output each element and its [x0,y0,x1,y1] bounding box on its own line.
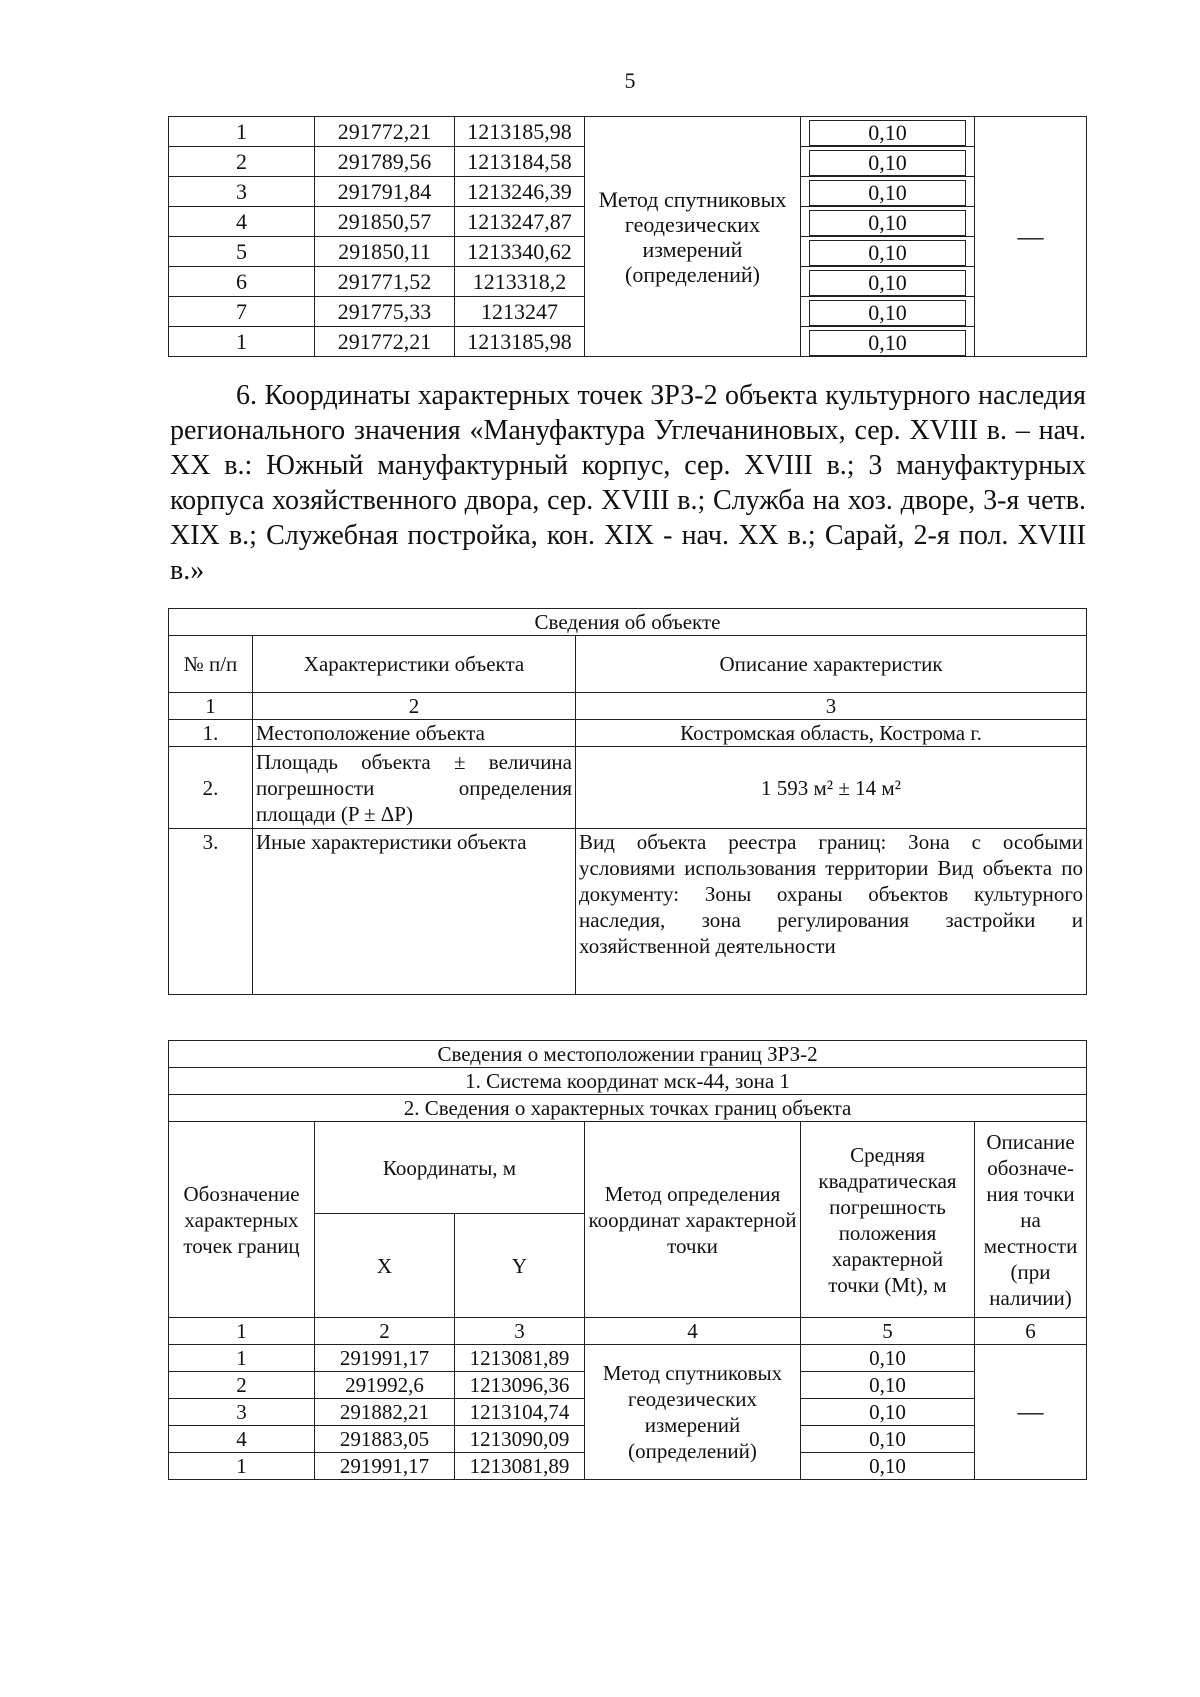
row-num: 2. [169,747,253,829]
mt-value: 0,10 [809,120,966,146]
coord-x: 291791,84 [315,177,455,207]
coord-x: 291882,21 [315,1399,455,1426]
coord-y: 1213185,98 [455,327,585,357]
row-characteristic: Площадь объекта ± величина погрешности определения площади (P ± ΔP) [253,747,576,829]
mt-cell [801,207,975,237]
mt-value: 0,10 [809,300,966,326]
description-cell: — [975,117,1087,357]
coord-x: 291992,6 [315,1372,455,1399]
page-number: 5 [624,68,636,93]
boundary-coordinates-table [168,1040,1087,1480]
object-info-table [168,608,1087,995]
row-num: 3. [169,829,253,995]
mt-value: 0,10 [809,210,966,236]
mt-cell [801,297,975,327]
mt-cell [801,147,975,177]
coord-y: 1213090,09 [455,1426,585,1453]
mt-value: 0,10 [801,1345,975,1372]
point-number: 3 [169,177,315,207]
coord-x: 291850,11 [315,237,455,267]
coord-x: 291883,05 [315,1426,455,1453]
point-number: 4 [169,1426,315,1453]
header-description: Описание обозначе-ния точки на местности (при наличии) [975,1122,1087,1318]
col-number: 2 [253,693,576,720]
mt-value: 0,10 [809,270,966,296]
coord-x: 291789,56 [315,147,455,177]
col-number: 1 [169,1318,315,1345]
coord-x: 291772,21 [315,327,455,357]
section-paragraph: 6. Координаты характерных точек ЗРЗ-2 объекта культурного наследия регионального значения «Мануфактура Углечаниновых, сер. XVIII в. – нач. XX в.: Южный мануфактурный корпус, сер. XVIII в.; 3 мануфактурных корпуса хозяйственного двора, сер. XVIII в.; Служба на хоз. дворе, 3-я четв. XIX в.; Служебная постройка, кон. XIX - нач. XX в.; Сарай, 2-я пол. XVIII в.» [170,380,1086,586]
coord-x: 291991,17 [315,1345,455,1372]
col-number: 4 [585,1318,801,1345]
coord-y: 1213247,87 [455,207,585,237]
mt-value: 0,10 [801,1372,975,1399]
coord-y: 1213081,89 [455,1453,585,1480]
coord-x: 291991,17 [315,1453,455,1480]
mt-cell [801,237,975,267]
table-row [169,117,1087,147]
table-subtitle: 2. Сведения о характерных точках границ объекта [169,1095,1087,1122]
mt-cell [801,267,975,297]
header-mt: Средняя квадратическая погрешность положения характерной точки (Mt), м [801,1122,975,1318]
mt-value: 0,10 [809,180,966,206]
col-number: 3 [576,693,1087,720]
coord-x: 291771,52 [315,267,455,297]
mt-value: 0,10 [801,1399,975,1426]
method-cell: Метод спутниковых геодезических измерений (определений) [585,1345,801,1480]
coord-x: 291850,57 [315,207,455,237]
col-number: 3 [455,1318,585,1345]
row-description: Вид объекта реестра границ: Зона с особыми условиями использования территории Вид объекта по документу: Зоны охраны объектов культурного наследия, зона регулирования застройки и хозяйственной деятельности [576,829,1087,995]
col-number: 6 [975,1318,1087,1345]
header-num: № п/п [169,636,253,693]
method-cell: Метод спутниковых геодезических измерений (определений) [585,117,801,357]
point-number: 6 [169,267,315,297]
point-number: 2 [169,147,315,177]
mt-value: 0,10 [809,240,966,266]
coord-y: 1213104,74 [455,1399,585,1426]
header-coordinates: Координаты, м [315,1122,585,1214]
coord-y: 1213081,89 [455,1345,585,1372]
mt-value: 0,10 [801,1426,975,1453]
coordinate-system: 1. Система координат мск-44, зона 1 [169,1068,1087,1095]
header-point: Обозначение характерных точек границ [169,1122,315,1318]
mt-cell [801,327,975,357]
header-y: Y [455,1214,585,1318]
row-characteristic: Местоположение объекта [253,720,576,747]
point-number: 1 [169,1345,315,1372]
point-number: 4 [169,207,315,237]
point-number: 2 [169,1372,315,1399]
col-number: 5 [801,1318,975,1345]
point-number: 7 [169,297,315,327]
coord-x: 291775,33 [315,297,455,327]
mt-value: 0,10 [809,330,966,356]
coord-x: 291772,21 [315,117,455,147]
point-number: 3 [169,1399,315,1426]
coord-y: 1213318,2 [455,267,585,297]
row-num: 1. [169,720,253,747]
row-description: 1 593 м² ± 14 м² [576,747,1087,829]
table-title: Сведения об объекте [169,609,1087,636]
coord-y: 1213247 [455,297,585,327]
col-number: 2 [315,1318,455,1345]
header-description: Описание характеристик [576,636,1087,693]
mt-value: 0,10 [809,150,966,176]
col-number: 1 [169,693,253,720]
header-x: X [315,1214,455,1318]
mt-cell [801,177,975,207]
mt-cell [801,117,975,147]
header-characteristics: Характеристики объекта [253,636,576,693]
point-number: 1 [169,327,315,357]
coord-y: 1213184,58 [455,147,585,177]
point-number: 1 [169,1453,315,1480]
table-title: Сведения о местоположении границ ЗРЗ-2 [169,1041,1087,1068]
description-cell: — [975,1345,1087,1480]
coord-y: 1213340,62 [455,237,585,267]
point-number: 5 [169,237,315,267]
row-description: Костромская область, Кострома г. [576,720,1087,747]
header-method: Метод определения координат характерной точки [585,1122,801,1318]
row-characteristic: Иные характеристики объекта [253,829,576,995]
point-number: 1 [169,117,315,147]
coord-y: 1213096,36 [455,1372,585,1399]
table-row [169,1345,1087,1372]
coord-y: 1213185,98 [455,117,585,147]
coord-y: 1213246,39 [455,177,585,207]
coordinates-table-continued [168,116,1087,357]
mt-value: 0,10 [801,1453,975,1480]
